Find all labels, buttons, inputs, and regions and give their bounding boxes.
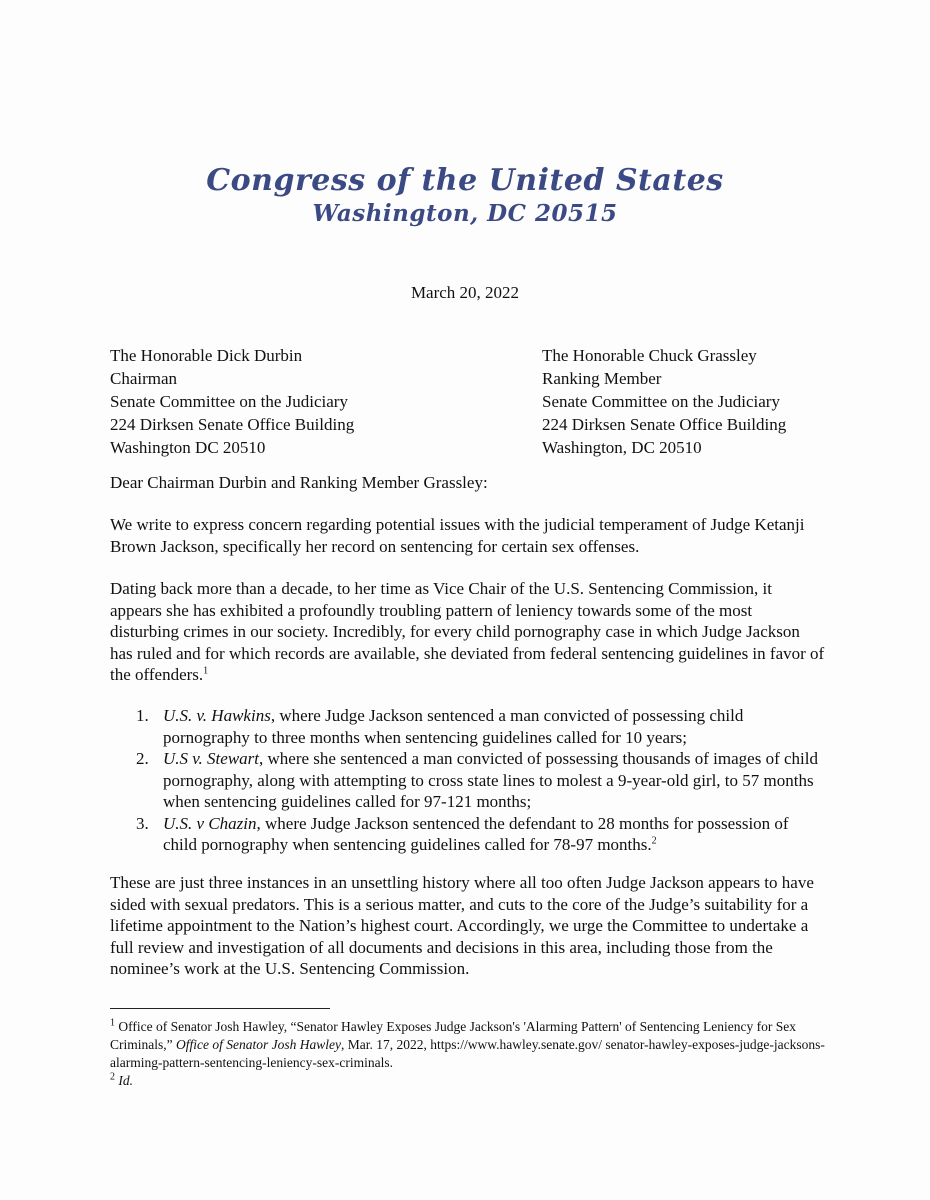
recipient-office: 224 Dirksen Senate Office Building xyxy=(542,415,787,434)
salutation: Dear Chairman Durbin and Ranking Member Grassley: xyxy=(110,473,488,492)
footnote-text: Office of Senator Josh Hawley, “Senator Hawley Exposes Judge Jackson's 'Alarming Pattern' of Sentencing Leniency for Sex Criminals,” xyxy=(110,1019,796,1052)
letterhead-address: Washington, DC 20515 xyxy=(312,200,618,227)
paragraph-pattern xyxy=(110,578,825,686)
case-number: 1. xyxy=(136,706,149,725)
paragraph-pattern-text: Dating back more than a decade, to her time as Vice Chair of the U.S. Sentencing Commission, it appears she has exhibited a profoundly troubling pattern of leniency towards some of the most disturbing crimes in our society. Incredibly, for every child pornography case in which Judge Jackson has ruled and for which records are available, she deviated from federal sentencing guidelines in favor of the offenders. xyxy=(110,579,825,684)
paragraph-conclusion: These are just three instances in an unsettling history where all too often Judge Jackson appears to have sided with sexual predators. This is a serious matter, and cuts to the core of the Judge’s suitability for a lifetime appointment to the Nation’s highest court. Accordingly, we urge the Committee to undertake a full review and investigation of all documents and decisions in this area, including those from the nominee’s work at the U.S. Sentencing Commission. xyxy=(110,873,814,978)
recipient-name: The Honorable Chuck Grassley xyxy=(542,346,757,365)
letter-date: March 20, 2022 xyxy=(410,283,520,302)
case-name: U.S v. Stewart xyxy=(163,749,260,768)
case-text: , where Judge Jackson sentenced the defendant to 28 months for possession of child pornography when sentencing guidelines called for 78-97 months. xyxy=(163,813,789,854)
recipient-title: Ranking Member xyxy=(542,369,662,388)
footnote-italic: Id. xyxy=(118,1073,133,1088)
recipient-office: 224 Dirksen Senate Office Building xyxy=(110,415,355,434)
recipient-committee: Senate Committee on the Judiciary xyxy=(542,392,780,411)
recipient-city: Washington DC 20510 xyxy=(110,438,266,457)
case-name: U.S. v. Hawkins xyxy=(163,706,271,725)
case-text: , where she sentenced a man convicted of possessing thousands of images of child pornography, along with attempting to cross state lines to molest a 9-year-old girl, to 57 months when sentencing guidelines called for 97-121 months; xyxy=(163,749,818,811)
recipient-name: The Honorable Dick Durbin xyxy=(110,346,303,365)
case-list xyxy=(110,705,825,856)
footnote-italic: Office of Senator Josh Hawley xyxy=(176,1037,341,1052)
footnote-1 xyxy=(110,1018,825,1072)
recipient-block-durbin xyxy=(110,344,354,459)
case-number: 2. xyxy=(136,749,149,768)
case-text: , where Judge Jackson sentenced a man convicted of possessing child pornography to three months when sentencing guidelines called for 10 years; xyxy=(163,706,744,747)
recipient-block-grassley xyxy=(542,344,786,459)
footnote-divider xyxy=(110,1008,330,1009)
list-item xyxy=(110,748,825,813)
footnote-2 xyxy=(110,1072,825,1090)
recipient-committee: Senate Committee on the Judiciary xyxy=(110,392,348,411)
footnotes xyxy=(110,1018,825,1090)
recipient-city: Washington, DC 20510 xyxy=(542,438,702,457)
footnote-text-after: , Mar. 17, 2022, https://www.hawley.senate.gov/ senator-hawley-exposes-judge-jacksons-alarming-pattern-sentencing-leniency-sex-criminals. xyxy=(110,1037,825,1070)
paragraph-intro: We write to express concern regarding potential issues with the judicial temperament of Judge Ketanji Brown Jackson, specifically her record on sentencing for certain sex offenses. xyxy=(110,515,805,556)
list-item xyxy=(110,705,825,748)
case-number: 3. xyxy=(136,813,149,833)
footnote-number: 1 xyxy=(110,1017,115,1029)
footnote-number: 2 xyxy=(110,1071,115,1083)
list-item xyxy=(110,813,825,856)
letterhead-title: Congress of the United States xyxy=(206,163,724,198)
recipient-title: Chairman xyxy=(110,369,178,388)
footnote-ref-2: 2 xyxy=(651,835,657,847)
footnote-ref-1: 1 xyxy=(203,665,209,677)
case-name: U.S. v Chazin xyxy=(163,813,257,833)
